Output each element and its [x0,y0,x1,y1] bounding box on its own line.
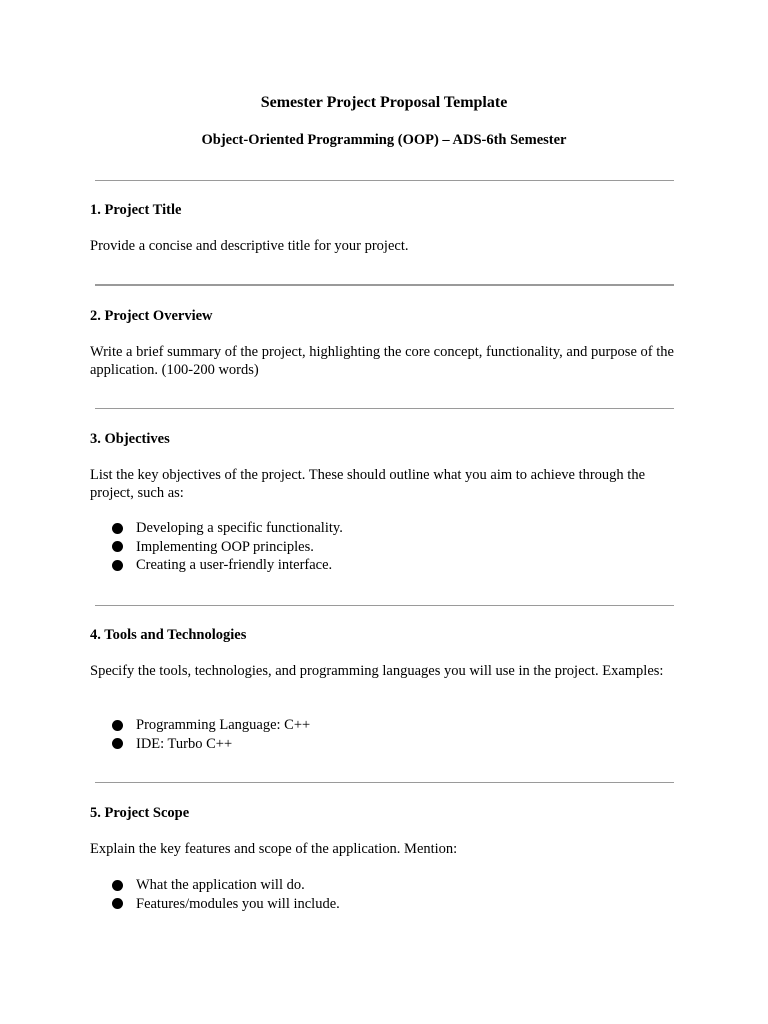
list-item-text: IDE: Turbo C++ [136,735,233,752]
bullet-icon [112,898,123,909]
list-item-text: What the application will do. [136,877,305,893]
section-heading-project-overview: 2. Project Overview [90,308,213,324]
bullet-icon [112,560,123,571]
list-item-text: Features/modules you will include. [136,895,340,912]
bullet-icon [112,738,123,749]
section-text-project-title: Provide a concise and descriptive title for your project. [90,238,409,254]
document-title: Semester Project Proposal Template [260,94,508,111]
section-heading-objectives: 3. Objectives [90,431,170,447]
divider [95,605,674,606]
bullet-list-tools [112,716,672,753]
section-heading-project-scope: 5. Project Scope [90,805,190,821]
list-item [112,716,672,735]
list-item-text: Implementing OOP principles. [136,538,314,555]
list-item [112,876,672,895]
bullet-icon [112,720,123,731]
list-item [112,556,672,575]
document-subtitle: Object-Oriented Programming (OOP) – ADS-6th Semester [201,132,567,148]
list-item [112,895,672,914]
section-text-project-scope: Explain the key features and scope of the application. Mention: [90,841,458,857]
divider [95,782,674,783]
divider [95,284,674,286]
list-item [112,538,672,557]
bullet-list-scope [112,876,672,913]
divider [95,180,674,181]
list-item-text: Creating a user-friendly interface. [136,557,333,573]
bullet-icon [112,523,123,534]
bullet-icon [112,880,123,891]
bullet-list-objectives [112,519,672,575]
bullet-icon [112,541,123,552]
list-item [112,735,672,754]
list-item [112,519,672,538]
list-item-text: Programming Language: C++ [136,717,311,733]
section-text-tools-and-technologies: Specify the tools, technologies, and programming languages you will use in the project. Examples: [90,663,664,679]
section-heading-project-title: 1. Project Title [90,202,182,218]
section-heading-tools-and-technologies: 4. Tools and Technologies [90,627,247,643]
list-item-text: Developing a specific functionality. [136,520,343,536]
divider [95,408,674,409]
section-text-objectives: List the key objectives of the project. These should outline what you aim to achieve through the project, such as: [90,467,646,501]
section-text-project-overview: Write a brief summary of the project, highlighting the core concept, functionality, and purpose of the application. (100-200 words) [90,344,674,378]
